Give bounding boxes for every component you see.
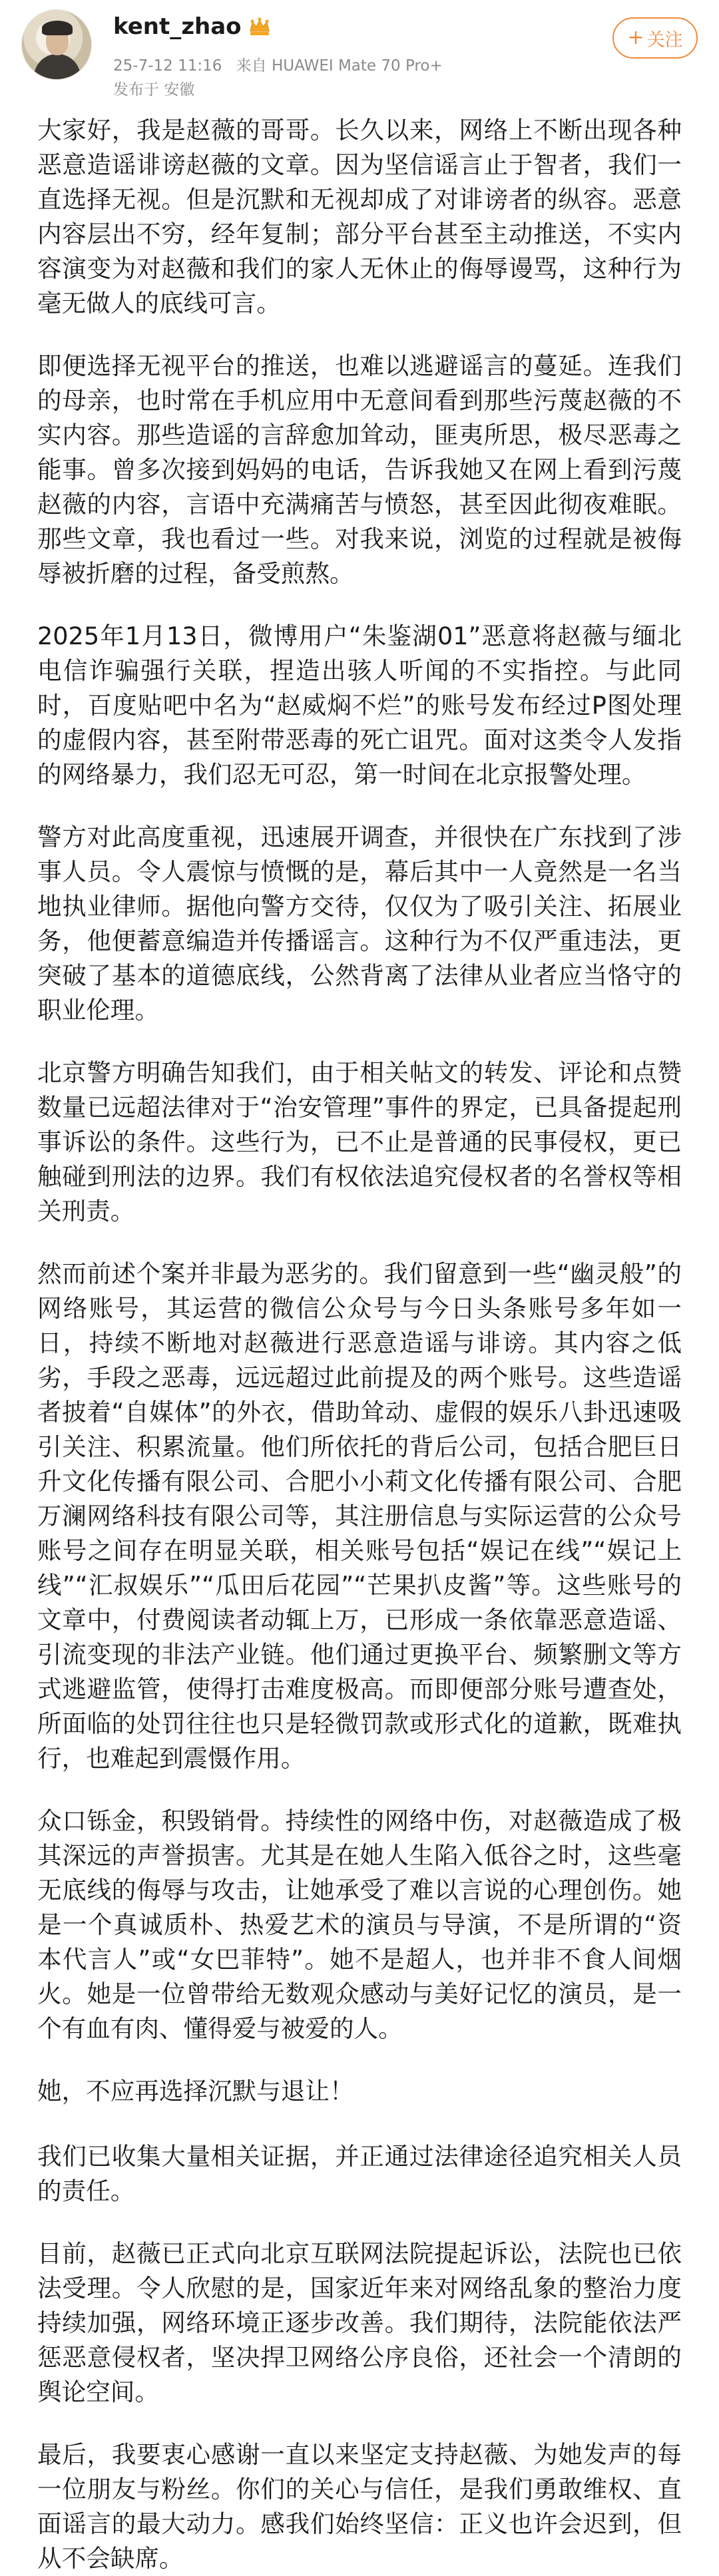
follow-button[interactable] [612, 17, 698, 59]
vip-crown-icon [248, 17, 271, 37]
post-paragraph: 2025年1月13日，微博用户“朱鉴湖01”恶意将赵薇与缅北电信诈骗强行关联，捏造出骇人听闻的不实指控。与此同时，百度贴吧中名为“赵威焖不烂”的账号发布经过P图处理的虚假内容，甚至附带恶毒的死亡诅咒。面对这类令人发指的网络暴力，我们忍无可忍，第一时间在北京报警处理。 [37, 622, 682, 789]
post-paragraph: 最后，我要衷心感谢一直以来坚定支持赵薇、为她发声的每一位朋友与粉丝。你们的关心与信任，是我们勇敢维权、直面谣言的最大动力。感我们始终坚信：正义也许会迟到，但从不会缺席。 [37, 2440, 682, 2573]
post-meta [113, 53, 452, 75]
post-header [0, 0, 719, 113]
post-paragraph: 警方对此高度重视，迅速展开调查，并很快在广东找到了涉事人员。令人震惊与愤慨的是，幕后其中一人竟然是一名当地执业律师。据他向警方交待，仅仅为了吸引关注、拓展业务，他便蓄意编造并传播谣言。这种行为不仅严重违法，更突破了基本的道德底线，公然背离了法律从业者应当恪守的职业伦理。 [37, 823, 682, 1024]
post-paragraph: 众口铄金，积毁销骨。持续性的网络中伤，对赵薇造成了极其深远的声誉损害。尤其是在她人生陷入低谷之时，这些毫无底线的侮辱与攻击，让她承受了难以言说的心理创伤。她是一个真诚质朴、热爱艺术的演员与导演，不是所谓的“资本代言人”或“女巴菲特”。她不是超人，也并非不食人间烟火。她是一位曾带给无数观众感动与美好记忆的演员，是一个有血有肉、懂得爱与被爱的人。 [37, 1807, 682, 2043]
post-paragraph: 即便选择无视平台的推送，也难以逃避谣言的蔓延。连我们的母亲，也时常在手机应用中无意间看到那些污蔑赵薇的不实内容。那些造谣的言辞愈加耸动，匪夷所思，极尽恶毒之能事。曾多次接到妈妈的电话，告诉我她又在网上看到污蔑赵薇的内容，言语中充满痛苦与愤怒，甚至因此彻夜难眠。那些文章，我也看过一些。对我来说，浏览的过程就是被侮辱被折磨的过程，备受煎熬。 [37, 351, 682, 588]
post-body [0, 113, 719, 2576]
post-paragraph: 大家好，我是赵薇的哥哥。长久以来，网络上不断出现各种恶意造谣诽谤赵薇的文章。因为坚信谣言止于智者，我们一直选择无视。但是沉默和无视却成了对诽谤者的纵容。恶意内容层出不穷，经年复制；部分平台甚至主动推送，不实内容演变为对赵薇和我们的家人无休止的侮辱谩骂，这种行为毫无做人的底线可言。 [37, 116, 682, 318]
avatar[interactable] [21, 9, 92, 80]
plus-icon: + [627, 26, 644, 49]
post-paragraph: 她，不应再选择沉默与退让！ [37, 2077, 354, 2105]
post-paragraph: 我们已收集大量相关证据，并正通过法律途径追究相关人员的责任。 [37, 2142, 682, 2205]
follow-label: 关注 [646, 29, 683, 51]
post-source: 来自 HUAWEI Mate 70 Pro+ [236, 57, 443, 75]
username[interactable]: kent_zhao [113, 13, 242, 40]
post-location: 发布于 安徽 [113, 81, 195, 99]
post-paragraph: 目前，赵薇已正式向北京互联网法院提起诉讼，法院也已依法受理。令人欣慰的是，国家近年来对网络乱象的整治力度持续加强，网络环境正逐步改善。我们期待，法院能依法严惩恶意侵权者，坚决捍卫网络公序良俗，还社会一个清朗的舆论空间。 [37, 2239, 682, 2406]
username-row [113, 13, 271, 40]
post-paragraph: 北京警方明确告知我们，由于相关帖文的转发、评论和点赞数量已远超法律对于“治安管理”事件的界定，已具备提起刑事诉讼的条件。这些行为，已不止是普通的民事侵权，更已触碰到刑法的边界。我们有权依法追究侵权者的名誉权等相关刑责。 [37, 1058, 682, 1225]
post-timestamp: 25-7-12 11:16 [113, 57, 222, 75]
post-paragraph: 然而前述个案并非最为恶劣的。我们留意到一些“幽灵般”的网络账号，其运营的微信公众号与今日头条账号多年如一日，持续不断地对赵薇进行恶意造谣与诽谤。其内容之低劣，手段之恶毒，远远超过此前提及的两个账号。这些造谣者披着“自媒体”的外衣，借助耸动、虚假的娱乐八卦迅速吸引关注、积累流量。他们所依托的背后公司，包括合肥巨日升文化传播有限公司、合肥小小莉文化传播有限公司、合肥万澜网络科技有限公司等，其注册信息与实际运营的公众号账号之间存在明显关联，相关账号包括“娱记在线”“娱记上线”“汇叔娱乐”“瓜田后花园”“芒果扒皮酱”等。这些账号的文章中，付费阅读者动辄上万，已形成一条依靠恶意造谣、引流变现的非法产业链。他们通过更换平台、频繁删文等方式逃避监管，使得打击难度极高。而即便部分账号遭查处，所面临的处罚往往也只是轻微罚款或形式化的道歉，既难执行，也难起到震慑作用。 [37, 1259, 682, 1773]
